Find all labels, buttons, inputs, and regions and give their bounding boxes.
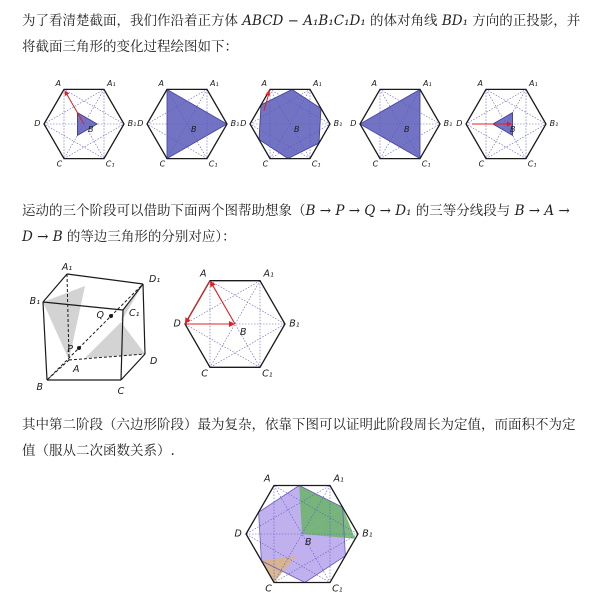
vertex-label-b1: B₁ xyxy=(127,119,137,129)
conclusion-paragraph xyxy=(22,412,582,464)
projection-panel-2 xyxy=(137,79,239,169)
red-path-segment xyxy=(186,281,210,323)
vertex-label-b1: B₁ xyxy=(230,119,240,129)
cube-edge xyxy=(123,284,143,310)
vertex-label-a1: A₁ xyxy=(333,473,344,485)
conclusion-text: 其中第二阶段（六边形阶段）最为复杂，依靠下图可以证明此阶段周长为定值，而面积不为定值（服从二次函数关系）. xyxy=(22,417,576,459)
vertex-label-c: C xyxy=(478,159,485,169)
vertex-label-b: B xyxy=(305,537,312,548)
cube-edge xyxy=(43,302,47,380)
projection-panel-5 xyxy=(456,79,558,169)
stage-text-c: 的等边三角形的分别对应）： xyxy=(62,229,236,245)
vertex-label-a1: A₁ xyxy=(263,268,274,280)
vertex-label-c: C xyxy=(56,159,63,169)
cube-label-q: Q xyxy=(96,310,104,321)
cross-section-fill xyxy=(167,89,227,158)
vertex-label-c1: C₁ xyxy=(262,368,273,380)
diagonal-math: BD₁ xyxy=(441,13,468,29)
vertex-label-d: D xyxy=(456,119,463,129)
vertex-label-c: C xyxy=(159,159,166,169)
red-arrow-line xyxy=(66,93,84,124)
vertex-label-b1: B₁ xyxy=(443,119,453,129)
point-p xyxy=(77,346,81,350)
projection-panel-1 xyxy=(34,79,136,169)
vertex-label-b: B xyxy=(294,125,300,134)
vertex-label-d: D xyxy=(173,318,181,330)
vertex-label-c: C xyxy=(265,583,272,595)
vertex-label-a1: A₁ xyxy=(107,78,116,88)
vertex-label-d: D xyxy=(234,528,242,540)
projection-panel-4 xyxy=(350,79,452,169)
vertex-label-b: B xyxy=(191,125,197,134)
stage-text-a: 运动的三个阶段可以借助下面两个图帮助想象（ xyxy=(22,203,306,219)
vertex-label-c1: C₁ xyxy=(208,159,218,169)
cube-label-b1: B₁ xyxy=(29,296,40,307)
vertex-label-c1: C₁ xyxy=(105,159,115,169)
intro-text-a: 为了看清楚截面，我们作沿着正方体 xyxy=(22,13,243,29)
vertex-label-c1: C₁ xyxy=(421,159,431,169)
vertex-label-c: C xyxy=(262,159,269,169)
vertex-label-c: C xyxy=(201,368,208,380)
cube-label-a1: A₁ xyxy=(61,262,73,273)
vertex-label-b1: B₁ xyxy=(333,119,343,129)
cube-label-b: B xyxy=(36,382,43,393)
vertex-label-c1: C₁ xyxy=(332,583,343,595)
vertex-label-d: D xyxy=(240,119,247,129)
vertex-label-a1: A₁ xyxy=(210,78,219,88)
point-q xyxy=(109,314,113,318)
stage-text-b: 的三等分线段与 xyxy=(411,203,515,219)
cube-label-d: D xyxy=(150,356,158,367)
vertex-label-a1: A₁ xyxy=(423,78,432,88)
vertex-label-b1: B₁ xyxy=(289,318,300,330)
cube-label-a: A xyxy=(73,364,80,375)
vertex-label-c: C xyxy=(372,159,379,169)
intro-text-b: 的体对角线 xyxy=(365,13,442,29)
vertex-label-b: B xyxy=(240,327,247,338)
projection-panel-3 xyxy=(240,79,342,169)
vertex-label-d: D xyxy=(137,119,144,129)
vertex-label-d: D xyxy=(350,119,357,129)
vertex-label-c1: C₁ xyxy=(527,159,537,169)
cube-label-c: C xyxy=(117,386,125,397)
triangle-path-math: B → A → D → B xyxy=(22,203,570,245)
cube-name-math: ABCD − A₁B₁C₁D₁ xyxy=(242,13,366,29)
vertex-label-b: B xyxy=(510,125,516,134)
red-path-segment xyxy=(211,282,235,324)
vertex-label-b1: B₁ xyxy=(362,528,373,540)
cube-edge xyxy=(143,284,145,354)
vertex-label-a1: A₁ xyxy=(313,78,322,88)
projection-sequence xyxy=(0,72,600,182)
cube-label-d1: D₁ xyxy=(149,274,161,285)
stage-paragraph xyxy=(22,198,582,250)
cube-figure xyxy=(25,262,175,397)
vertex-label-a: A xyxy=(264,473,271,485)
vertex-label-a: A xyxy=(200,268,207,280)
vertex-label-a: A xyxy=(158,78,164,88)
section-gray-2 xyxy=(85,322,145,358)
cube-edge xyxy=(67,274,143,284)
cube-edge xyxy=(121,354,145,380)
segment-path-math: B → P → Q → D₁ xyxy=(305,203,412,219)
vertex-label-a1: A₁ xyxy=(529,78,538,88)
intro-text-c: 方向的正投影，并将截面三角形的变化过程绘图如下： xyxy=(22,13,581,55)
vertex-label-d: D xyxy=(34,119,41,129)
cube-label-c1: C₁ xyxy=(129,308,140,319)
vertex-label-a: A xyxy=(261,78,267,88)
intro-paragraph xyxy=(22,8,582,60)
cube-hidden-edge xyxy=(47,360,69,380)
vertex-label-c1: C₁ xyxy=(311,159,321,169)
vertex-label-b1: B₁ xyxy=(549,119,559,129)
vertex-label-b: B xyxy=(404,125,410,134)
hexagon-projection-figure xyxy=(165,262,315,392)
hexagon-stage-figure xyxy=(230,470,380,605)
vertex-label-a: A xyxy=(55,78,61,88)
vertex-label-b: B xyxy=(88,125,94,134)
vertex-label-a: A xyxy=(371,78,377,88)
cube-label-p: P xyxy=(67,344,73,355)
vertex-label-a: A xyxy=(477,78,483,88)
